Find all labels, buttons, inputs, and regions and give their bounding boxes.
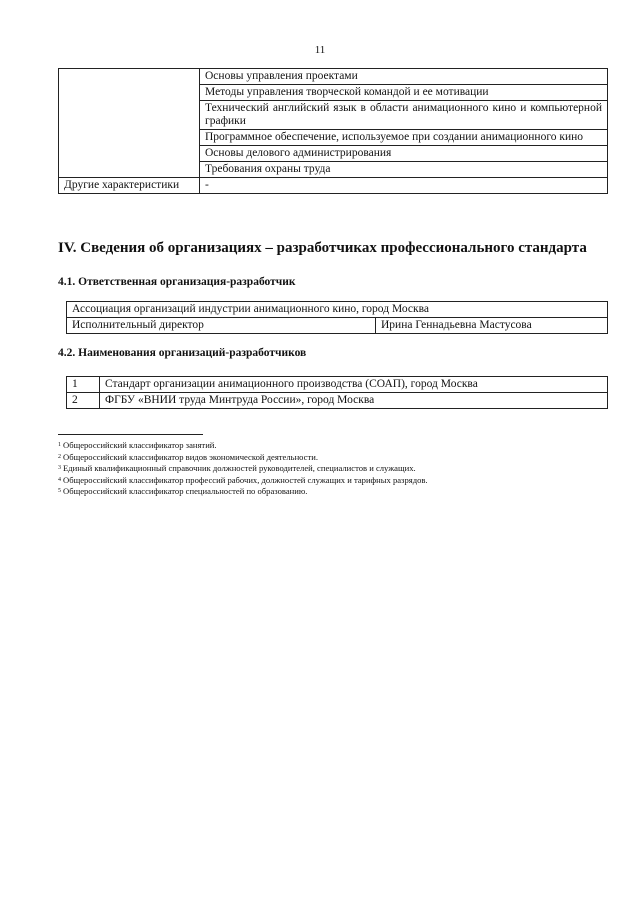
- footnote-number: 4: [58, 476, 61, 483]
- table-row: [67, 377, 608, 393]
- footnote-text: Общероссийский классификатор профессий рабочих, должностей служащих и тарифных разрядов.: [63, 474, 428, 485]
- requirement-cell: Основы делового администрирования: [200, 146, 608, 162]
- organization-name: Стандарт организации анимационного производства (СОАП), город Москва: [100, 377, 608, 393]
- table-row: [67, 393, 608, 409]
- footnote-divider: [58, 434, 203, 435]
- requirement-cell: Требования охраны труда: [200, 162, 608, 178]
- footnote: [58, 486, 618, 498]
- organization-name: ФГБУ «ВНИИ труда Минтруда России», город Москва: [100, 393, 608, 409]
- footnote-number: 5: [58, 488, 61, 494]
- director-position: Исполнительный директор: [67, 318, 376, 334]
- row-number: 2: [67, 393, 100, 409]
- requirement-cell: Основы управления проектами: [200, 69, 608, 85]
- table-row: [67, 318, 608, 334]
- subsection-4-1-heading: 4.1. Ответственная организация-разработчик: [58, 276, 296, 288]
- footnotes: [58, 440, 618, 498]
- footnote-text: Общероссийский классификатор занятий.: [63, 440, 217, 450]
- footnote-number: 2: [58, 453, 61, 460]
- footnote: [58, 452, 618, 464]
- subsection-4-2-heading: 4.2. Наименования организаций-разработчиков: [58, 347, 307, 359]
- footnote-number: 1: [58, 442, 61, 448]
- footnote: [58, 440, 618, 452]
- table-row: [59, 178, 608, 194]
- responsible-organization-table: [66, 301, 608, 334]
- footnote-text: Единый квалификационный справочник должностей руководителей, специалистов и служащих.: [63, 463, 416, 473]
- section-iv-heading: IV. Сведения об организациях – разработчиках профессионального стандарта: [58, 240, 587, 256]
- requirements-table: [58, 68, 608, 194]
- footnote-number: 3: [58, 465, 61, 471]
- footnote-text: Общероссийский классификатор видов экономической деятельности.: [63, 451, 318, 462]
- requirement-cell: Технический английский язык в области анимационного кино и компьютерной графики: [200, 101, 608, 130]
- requirement-cell: Методы управления творческой командой и ее мотивации: [200, 85, 608, 101]
- requirement-cell: Программное обеспечение, используемое при создании анимационного кино: [200, 130, 608, 146]
- requirements-label-cell: [59, 69, 200, 178]
- director-name: Ирина Геннадьевна Мастусова: [376, 318, 608, 334]
- footnote-text: Общероссийский классификатор специальностей по образованию.: [63, 486, 308, 496]
- developer-organizations-table: [66, 376, 608, 409]
- table-row: [67, 302, 608, 318]
- other-characteristics-label: Другие характеристики: [59, 178, 200, 194]
- other-characteristics-value: -: [200, 178, 608, 194]
- page-number: 11: [314, 44, 326, 56]
- organization-name: Ассоциация организаций индустрии анимационного кино, город Москва: [67, 302, 608, 318]
- footnote: [58, 475, 618, 487]
- table-row: [59, 69, 608, 85]
- footnote: [58, 463, 618, 475]
- row-number: 1: [67, 377, 100, 393]
